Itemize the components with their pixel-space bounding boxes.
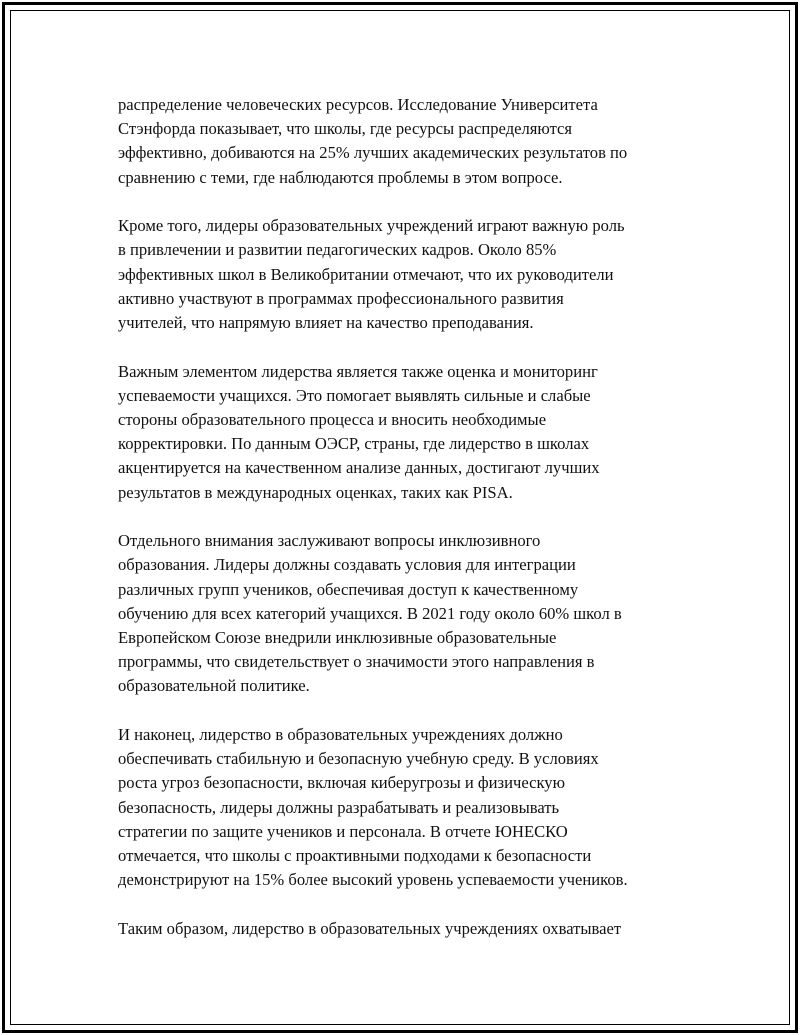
text-line: безопасность, лидеры должны разрабатывать и реализовывать [118,797,560,817]
text-line: демонстрируют на 15% более высокий уровень успеваемости учеников. [118,870,628,890]
text-line: в привлечении и развитии педагогических кадров. Около 85% [118,240,557,260]
text-line: обучению для всех категорий учащихся. В 2021 году около 60% школ в [118,603,622,623]
text-line: эффективно, добиваются на 25% лучших академических результатов по [118,143,628,163]
text-line: роста угроз безопасности, включая киберугрозы и физическую [118,773,565,793]
paragraph-safety [118,723,698,892]
text-line: корректировки. По данным ОЭСР, страны, где лидерство в школах [118,434,590,454]
text-line: образования. Лидеры должны создавать условия для интеграции [118,555,576,575]
text-line: Стэнфорда показывает, что школы, где ресурсы распределяются [118,119,573,139]
document-body [118,93,698,965]
text-line: Таким образом, лидерство в образовательных учреждениях охватывает [118,918,622,938]
text-line: отмечается, что школы с проактивными подходами к безопасности [118,846,592,866]
paragraph-resources [118,93,698,190]
text-line: И наконец, лидерство в образовательных учреждениях должно [118,725,563,745]
text-line: Европейском Союзе внедрили инклюзивные образовательные [118,628,557,648]
text-line: распределение человеческих ресурсов. Исследование Университета [118,95,598,114]
text-line: успеваемости учащихся. Это помогает выявлять сильные и слабые [118,385,591,405]
text-line: стратегии по защите учеников и персонала. В отчете ЮНЕСКО [118,821,568,841]
text-line: учителей, что напрямую влияет на качество преподавания. [118,313,534,333]
paragraph-inclusion [118,529,698,698]
text-line: программы, что свидетельствует о значимости этого направления в [118,652,595,672]
text-line: различных групп учеников, обеспечивая доступ к качественному [118,579,579,599]
text-line: обеспечивать стабильную и безопасную учебную среду. В условиях [118,749,599,769]
text-line: эффективных школ в Великобритании отмечают, что их руководители [118,264,614,284]
text-line: акцентируется на качественном анализе данных, достигают лучших [118,458,600,478]
paragraph-assessment [118,360,698,505]
paragraph-conclusion [118,917,698,941]
text-line: активно участвуют в программах профессионального развития [118,288,564,308]
text-line: Важным элементом лидерства является также оценка и мониторинг [118,361,598,381]
text-line: сравнению с теми, где наблюдаются проблемы в этом вопросе. [118,167,563,187]
paragraph-staff [118,214,698,335]
text-line: стороны образовательного процесса и вносить необходимые [118,410,547,430]
text-line: результатов в международных оценках, таких как PISA. [118,482,513,502]
text-line: Кроме того, лидеры образовательных учреждений играют важную роль [118,216,625,236]
text-line: образовательной политике. [118,676,310,696]
text-line: Отдельного внимания заслуживают вопросы инклюзивного [118,531,541,551]
